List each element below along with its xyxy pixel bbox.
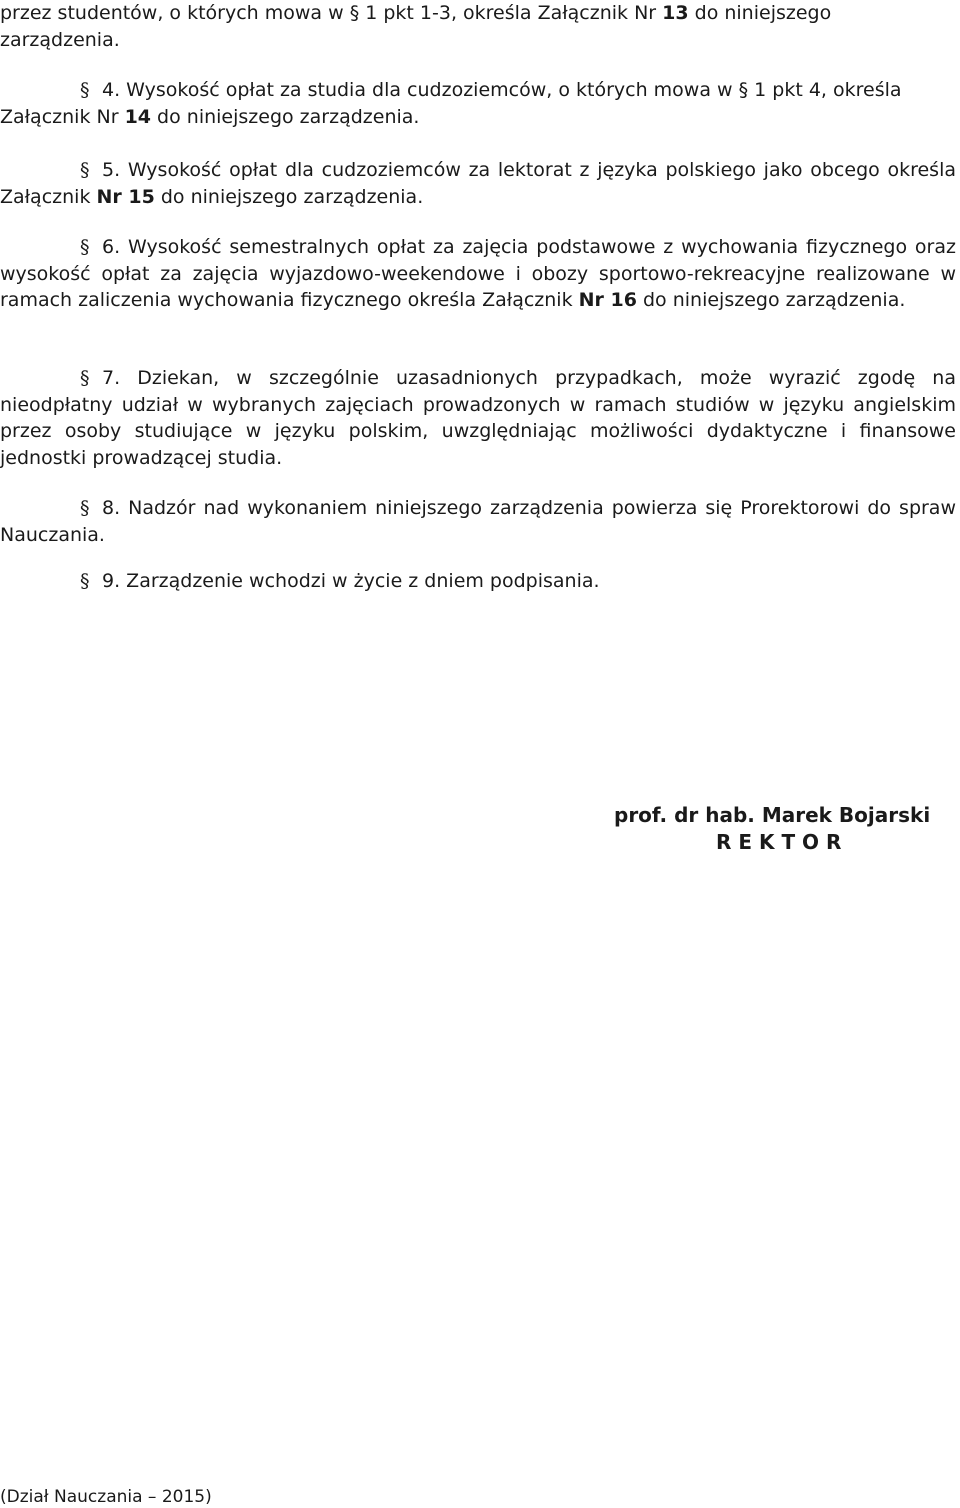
p5-text-a: Wysokość opłat dla cudzoziemców za lektorat z języka polskiego jako obcego określa Załącznik [0, 159, 956, 208]
paragraph-number: 6. [102, 236, 121, 258]
p9-text: Zarządzenie wchodzi w życie z dniem podpisania. [120, 570, 600, 592]
paragraph-6 [0, 234, 956, 314]
paragraph-number: 4. [102, 79, 121, 101]
section-sign: § [80, 159, 90, 181]
section-sign: § [349, 2, 360, 24]
paragraph-7 [0, 365, 956, 471]
footer-note: (Dział Nauczania – 2015) [0, 1487, 212, 1507]
p4-text-c: do niniejszego zarządzenia. [151, 105, 420, 128]
annex-number: 14 [124, 105, 152, 128]
signature-block [614, 802, 930, 856]
section-sign: § [80, 79, 90, 101]
signatory-name: prof. dr hab. Marek Bojarski [614, 803, 931, 827]
intro-text-c: do niniejszego zarządzenia. [0, 2, 832, 51]
p4-text-a: Wysokość opłat za studia dla cudzoziemców, o których mowa w [120, 79, 739, 101]
paragraph-4 [0, 77, 956, 130]
annex-number: Nr 16 [578, 289, 637, 311]
intro-text-a: przez studentów, o których mowa w [0, 2, 350, 24]
p4-text-b: 1 pkt 4, określa Załącznik Nr [0, 79, 902, 128]
paragraph-8 [0, 495, 956, 548]
section-sign: § [738, 79, 749, 101]
section-sign: § [80, 497, 90, 519]
paragraph-9 [0, 568, 956, 595]
p6-text-a: Wysokość semestralnych opłat za zajęcia podstawowe z wychowania fizycznego oraz wysokość opłat za zajęcia wyjazdowo-weekendowe i obozy sportowo-rekreacyjne realizowane w ramach zaliczenia wychowania fizycznego określa Załącznik [0, 236, 956, 311]
signatory-title: R E K T O R [716, 830, 842, 854]
paragraph-number: 7. [102, 367, 121, 389]
paragraph-intro [0, 0, 956, 53]
section-sign: § [80, 367, 90, 389]
p8-text: Nadzór nad wykonaniem niniejszego zarządzenia powierza się Prorektorowi do spraw Nauczania. [0, 497, 956, 546]
annex-number: 13 [662, 2, 689, 24]
paragraph-number: 5. [102, 159, 121, 181]
annex-number: Nr 15 [96, 185, 155, 208]
intro-text-b: 1 pkt 1-3, określa Załącznik Nr [359, 2, 663, 24]
p7-text: Dziekan, w szczególnie uzasadnionych przypadkach, może wyrazić zgodę na nieodpłatny udział w wybranych zajęciach prowadzonych w ramach studiów w języku angielskim przez osoby studiujące w języku polskim, uwzględniając możliwości dydaktyczne i finansowe jednostki prowadzącej studia. [0, 367, 956, 469]
section-sign: § [80, 236, 90, 258]
paragraph-number: 9. [102, 570, 121, 592]
p5-text-c: do niniejszego zarządzenia. [154, 185, 424, 208]
paragraph-5 [0, 157, 956, 210]
section-sign: § [80, 570, 90, 592]
p6-text-c: do niniejszego zarządzenia. [636, 289, 906, 311]
paragraph-number: 8. [102, 497, 121, 519]
